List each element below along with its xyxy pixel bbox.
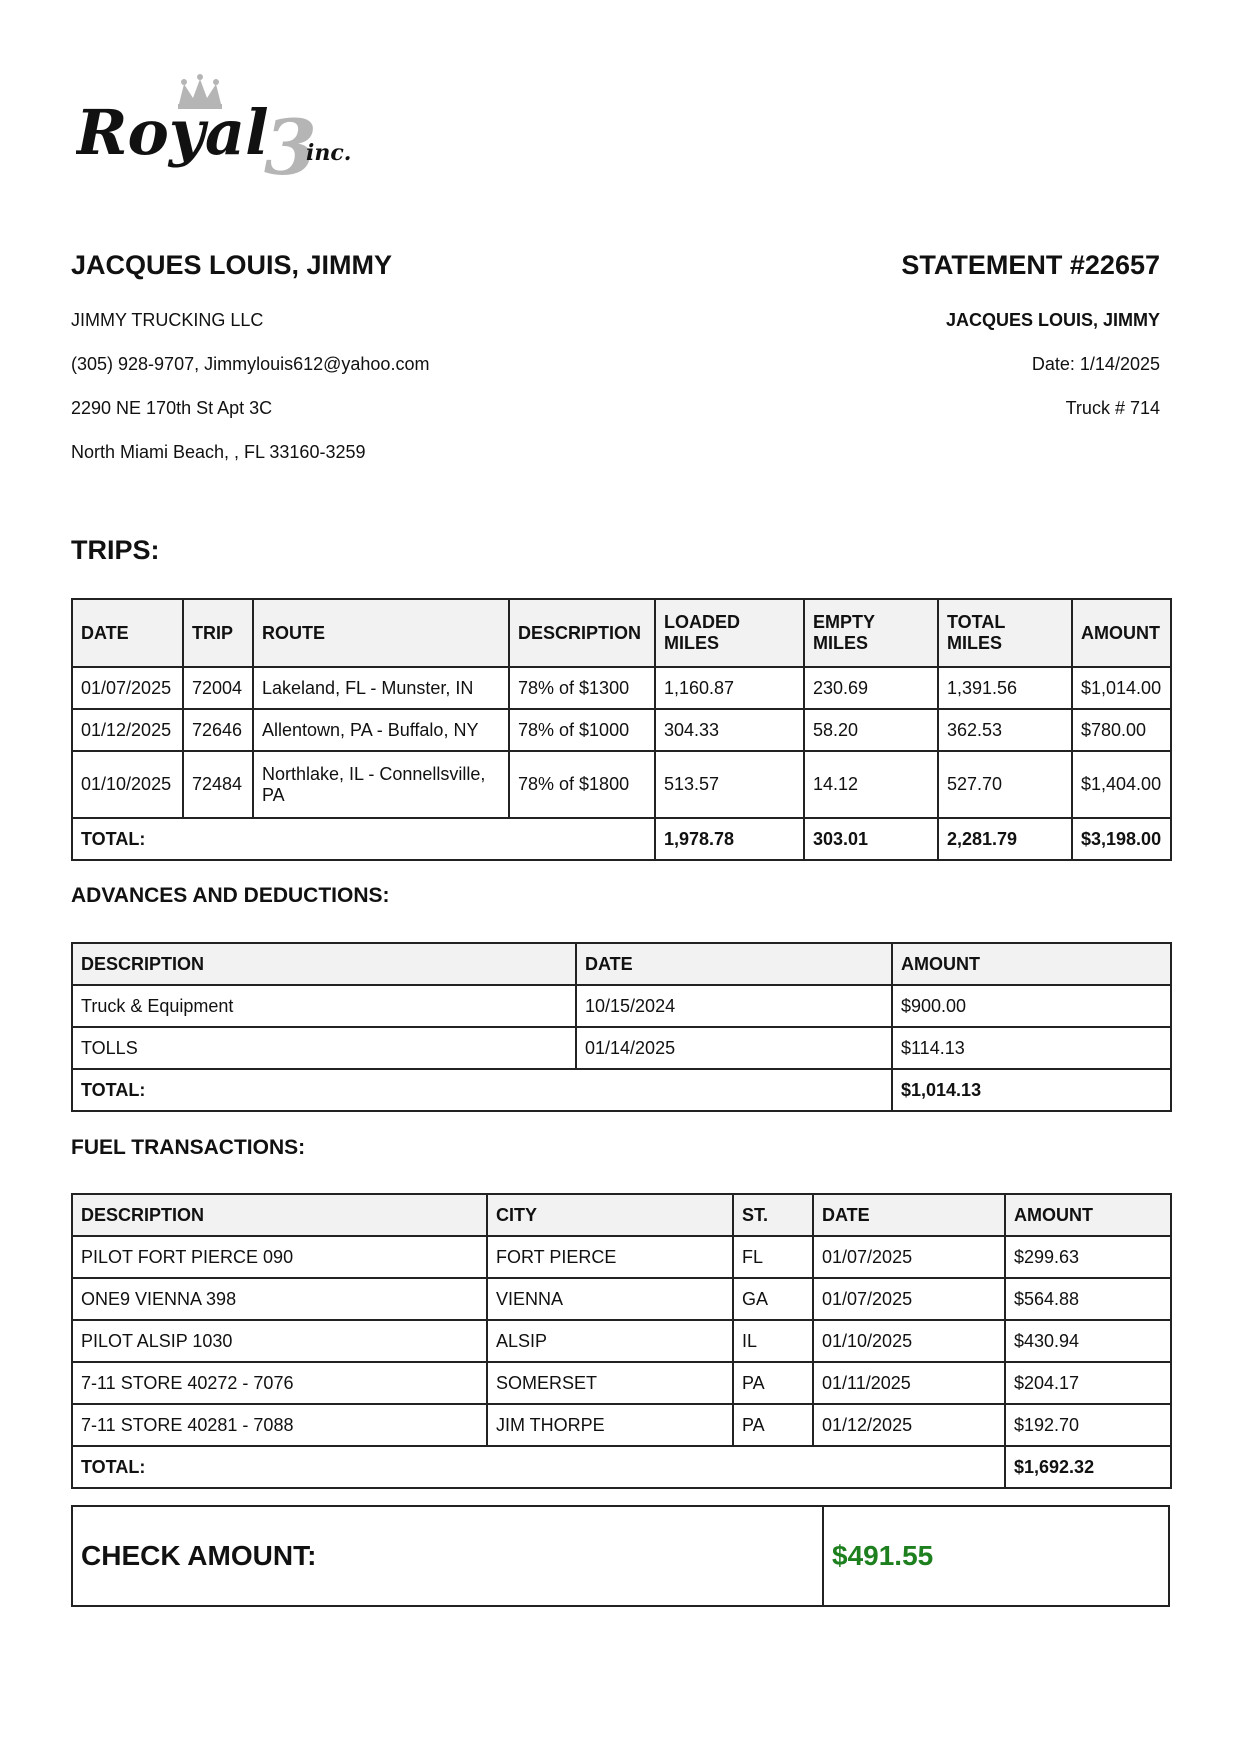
cell-description: ONE9 VIENNA 398 bbox=[72, 1278, 487, 1320]
cell-city: SOMERSET bbox=[487, 1362, 733, 1404]
table-row bbox=[72, 1404, 1171, 1446]
col-header-description: DESCRIPTION bbox=[72, 1194, 487, 1236]
cell-amount: $192.70 bbox=[1005, 1404, 1171, 1446]
table-row bbox=[72, 1362, 1171, 1404]
col-header-empty-miles: EMPTY MILES bbox=[804, 599, 938, 667]
cell-date: 01/10/2025 bbox=[72, 751, 183, 818]
trips-title: TRIPS: bbox=[71, 535, 160, 565]
cell-city: VIENNA bbox=[487, 1278, 733, 1320]
advances-table bbox=[71, 942, 1172, 1112]
cell-date: 01/07/2025 bbox=[813, 1278, 1005, 1320]
table-row bbox=[72, 667, 1171, 709]
fuel-header-row bbox=[72, 1194, 1171, 1236]
col-header-description: DESCRIPTION bbox=[509, 599, 655, 667]
fuel-title: FUEL TRANSACTIONS: bbox=[71, 1136, 306, 1159]
col-header-total-miles: TOTAL MILES bbox=[938, 599, 1072, 667]
table-row bbox=[72, 1278, 1171, 1320]
cell-loaded-miles: 304.33 bbox=[655, 709, 804, 751]
total-label: TOTAL: bbox=[72, 1069, 892, 1111]
fuel-total-row bbox=[72, 1446, 1171, 1488]
driver-address-line2: North Miami Beach, , FL 33160-3259 bbox=[71, 442, 366, 462]
cell-total-miles: 527.70 bbox=[938, 751, 1072, 818]
total-loaded-miles: 1,978.78 bbox=[655, 818, 804, 860]
statement-info bbox=[946, 309, 1160, 441]
cell-date: 01/07/2025 bbox=[72, 667, 183, 709]
cell-date: 01/10/2025 bbox=[813, 1320, 1005, 1362]
cell-description: 7-11 STORE 40272 - 7076 bbox=[72, 1362, 487, 1404]
advances-title: ADVANCES AND DEDUCTIONS: bbox=[71, 884, 390, 907]
trips-total-row bbox=[72, 818, 1171, 860]
cell-date: 01/14/2025 bbox=[576, 1027, 892, 1069]
col-header-date: DATE bbox=[813, 1194, 1005, 1236]
cell-description: TOLLS bbox=[72, 1027, 576, 1069]
cell-city: FORT PIERCE bbox=[487, 1236, 733, 1278]
logo-text: Royal bbox=[76, 96, 269, 169]
col-header-date: DATE bbox=[72, 599, 183, 667]
driver-info bbox=[71, 309, 429, 485]
col-header-city: CITY bbox=[487, 1194, 733, 1236]
col-header-trip: TRIP bbox=[183, 599, 253, 667]
col-header-loaded-miles: LOADED MILES bbox=[655, 599, 804, 667]
cell-date: 01/12/2025 bbox=[72, 709, 183, 751]
table-row bbox=[72, 709, 1171, 751]
cell-description: PILOT ALSIP 1030 bbox=[72, 1320, 487, 1362]
statement-driver-name: JACQUES LOUIS, JIMMY bbox=[945, 310, 1160, 330]
cell-state: PA bbox=[733, 1404, 813, 1446]
total-label: TOTAL: bbox=[72, 818, 655, 860]
driver-name-heading: JACQUES LOUIS, JIMMY bbox=[71, 250, 393, 280]
cell-total-miles: 362.53 bbox=[938, 709, 1072, 751]
total-total-miles: 2,281.79 bbox=[938, 818, 1072, 860]
col-header-state: ST. bbox=[733, 1194, 813, 1236]
total-amount: $1,014.13 bbox=[892, 1069, 1171, 1111]
logo-suffix: inc. bbox=[306, 140, 352, 166]
cell-trip: 72004 bbox=[183, 667, 253, 709]
col-header-amount: AMOUNT bbox=[1072, 599, 1171, 667]
cell-state: IL bbox=[733, 1320, 813, 1362]
cell-trip: 72646 bbox=[183, 709, 253, 751]
cell-description: 78% of $1000 bbox=[509, 709, 655, 751]
cell-amount: $430.94 bbox=[1005, 1320, 1171, 1362]
cell-amount: $299.63 bbox=[1005, 1236, 1171, 1278]
cell-amount: $900.00 bbox=[892, 985, 1171, 1027]
check-amount-label: CHECK AMOUNT: bbox=[73, 1507, 824, 1605]
advances-header-row bbox=[72, 943, 1171, 985]
cell-description: 78% of $1800 bbox=[509, 751, 655, 818]
cell-date: 01/07/2025 bbox=[813, 1236, 1005, 1278]
cell-description: PILOT FORT PIERCE 090 bbox=[72, 1236, 487, 1278]
total-amount: $3,198.00 bbox=[1072, 818, 1171, 860]
trips-header-row bbox=[72, 599, 1171, 667]
cell-city: JIM THORPE bbox=[487, 1404, 733, 1446]
company-logo bbox=[76, 74, 386, 194]
cell-amount: $204.17 bbox=[1005, 1362, 1171, 1404]
cell-date: 10/15/2024 bbox=[576, 985, 892, 1027]
trips-table bbox=[71, 598, 1172, 861]
table-row bbox=[72, 1320, 1171, 1362]
col-header-amount: AMOUNT bbox=[1005, 1194, 1171, 1236]
check-amount-box bbox=[71, 1505, 1170, 1607]
cell-loaded-miles: 513.57 bbox=[655, 751, 804, 818]
advances-total-row bbox=[72, 1069, 1171, 1111]
cell-amount: $564.88 bbox=[1005, 1278, 1171, 1320]
cell-amount: $1,404.00 bbox=[1072, 751, 1171, 818]
cell-description: 78% of $1300 bbox=[509, 667, 655, 709]
table-row bbox=[72, 1236, 1171, 1278]
table-row bbox=[72, 1027, 1171, 1069]
cell-route: Allentown, PA - Buffalo, NY bbox=[253, 709, 509, 751]
col-header-amount: AMOUNT bbox=[892, 943, 1171, 985]
table-row bbox=[72, 751, 1171, 818]
driver-contact: (305) 928-9707, Jimmylouis612@yahoo.com bbox=[71, 354, 430, 374]
cell-state: FL bbox=[733, 1236, 813, 1278]
cell-description: Truck & Equipment bbox=[72, 985, 576, 1027]
cell-route: Lakeland, FL - Munster, IN bbox=[253, 667, 509, 709]
check-amount-value: $491.55 bbox=[832, 1540, 934, 1571]
table-row bbox=[72, 985, 1171, 1027]
col-header-description: DESCRIPTION bbox=[72, 943, 576, 985]
driver-address-line1: 2290 NE 170th St Apt 3C bbox=[71, 398, 273, 418]
cell-total-miles: 1,391.56 bbox=[938, 667, 1072, 709]
cell-date: 01/12/2025 bbox=[813, 1404, 1005, 1446]
col-header-route: ROUTE bbox=[253, 599, 509, 667]
cell-date: 01/11/2025 bbox=[813, 1362, 1005, 1404]
total-amount: $1,692.32 bbox=[1005, 1446, 1171, 1488]
col-header-date: DATE bbox=[576, 943, 892, 985]
cell-amount: $114.13 bbox=[892, 1027, 1171, 1069]
cell-state: GA bbox=[733, 1278, 813, 1320]
cell-city: ALSIP bbox=[487, 1320, 733, 1362]
cell-trip: 72484 bbox=[183, 751, 253, 818]
cell-empty-miles: 14.12 bbox=[804, 751, 938, 818]
cell-empty-miles: 58.20 bbox=[804, 709, 938, 751]
cell-amount: $780.00 bbox=[1072, 709, 1171, 751]
cell-amount: $1,014.00 bbox=[1072, 667, 1171, 709]
statement-truck: Truck # 714 bbox=[1065, 398, 1160, 418]
total-label: TOTAL: bbox=[72, 1446, 1005, 1488]
logo-number: 3 bbox=[264, 103, 317, 192]
cell-route: Northlake, IL - Connellsville, PA bbox=[253, 751, 509, 818]
cell-empty-miles: 230.69 bbox=[804, 667, 938, 709]
cell-state: PA bbox=[733, 1362, 813, 1404]
statement-number-heading: STATEMENT #22657 bbox=[901, 250, 1160, 280]
cell-description: 7-11 STORE 40281 - 7088 bbox=[72, 1404, 487, 1446]
statement-date: Date: 1/14/2025 bbox=[1031, 354, 1160, 374]
cell-loaded-miles: 1,160.87 bbox=[655, 667, 804, 709]
driver-company: JIMMY TRUCKING LLC bbox=[71, 310, 264, 330]
fuel-table bbox=[71, 1193, 1172, 1489]
total-empty-miles: 303.01 bbox=[804, 818, 938, 860]
